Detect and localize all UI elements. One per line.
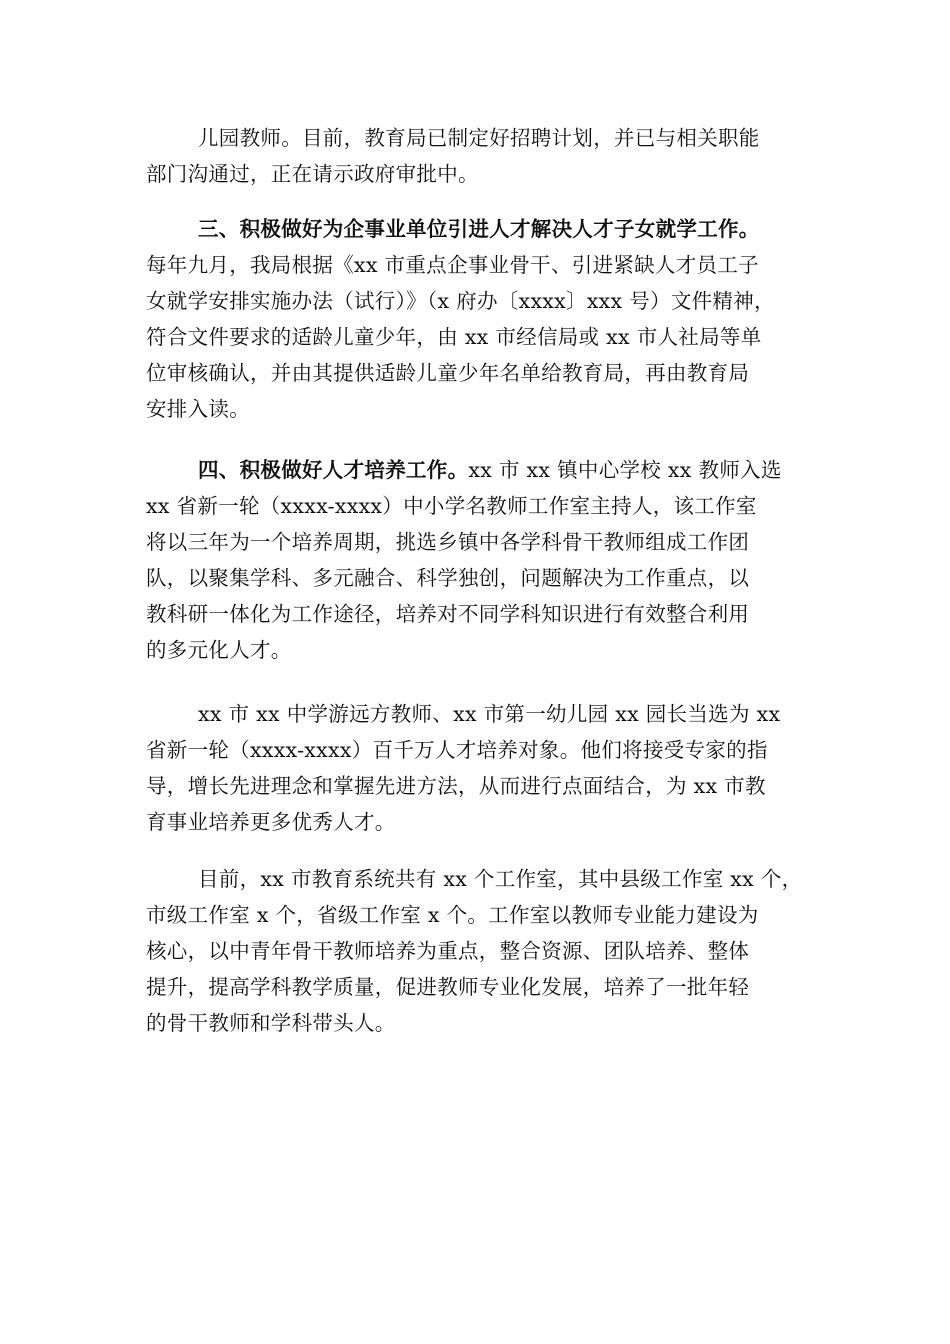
text-line	[146, 452, 806, 488]
paragraph-2	[146, 211, 806, 427]
text-line	[146, 211, 806, 247]
section-heading-3: 三、积极做好为企事业单位引进人才解决人才子女就学工作。	[198, 217, 760, 241]
paragraph-5	[146, 861, 806, 1041]
text-line: xx 市 xx 中学游远方教师、xx 市第一幼儿园 xx 园长当选为 xx	[198, 702, 781, 726]
text-line: 教科研一体化为工作途径，培养对不同学科知识进行有效整合利用	[146, 602, 750, 626]
text-line: 符合文件要求的适龄儿童少年，由 xx 市经信局或 xx 市人社局等单	[146, 325, 762, 349]
text-line: 育事业培养更多优秀人才。	[146, 810, 396, 834]
text-line: 的骨干教师和学科带头人。	[146, 1011, 396, 1035]
text-line: 安排入读。	[146, 397, 250, 421]
text-line: 提升，提高学科教学质量，促进教师专业化发展，培养了一批年轻	[146, 975, 750, 999]
text-line: 队，以聚集学科、多元融合、科学独创，问题解决为工作重点，以	[146, 566, 750, 590]
text-line: 每年九月，我局根据《xx 市重点企事业骨干、引进紧缺人才员工子	[146, 253, 759, 277]
text-line: 将以三年为一个培养周期，挑选乡镇中各学科骨干教师组成工作团	[146, 530, 750, 554]
section-heading-4: 四、积极做好人才培养工作。	[198, 458, 469, 482]
text-line: 女就学安排实施办法（试行）》（x 府办〔xxxx〕xxx 号）文件精神，	[146, 289, 775, 313]
text-line: xx 省新一轮（xxxx-xxxx）中小学名教师工作室主持人，该工作室	[146, 494, 757, 518]
text-line: 省新一轮（xxxx-xxxx）百千万人才培养对象。他们将接受专家的指	[146, 738, 768, 762]
text-line: 部门沟通过，正在请示政府审批中。	[146, 162, 479, 186]
text-line: 核心，以中青年骨干教师培养为重点，整合资源、团队培养、整体	[146, 939, 750, 963]
text-line: 市级工作室 x 个，省级工作室 x 个。工作室以教师专业能力建设为	[146, 903, 759, 927]
text-line: 导，增长先进理念和掌握先进方法，从而进行点面结合，为 xx 市教	[146, 774, 766, 798]
text-line: 儿园教师。目前，教育局已制定好招聘计划，并已与相关职能	[198, 126, 760, 150]
text-line: 位审核确认，并由其提供适龄儿童少年名单给教育局，再由教育局	[146, 361, 750, 385]
text-line: 目前，xx 市教育系统共有 xx 个工作室，其中县级工作室 xx 个，	[198, 867, 803, 891]
text-line: 的多元化人才。	[146, 638, 292, 662]
section-4-lead-text: xx 市 xx 镇中心学校 xx 教师入选	[468, 458, 782, 482]
paragraph-1	[146, 120, 806, 192]
paragraph-3	[146, 452, 806, 668]
paragraph-4	[146, 696, 806, 840]
